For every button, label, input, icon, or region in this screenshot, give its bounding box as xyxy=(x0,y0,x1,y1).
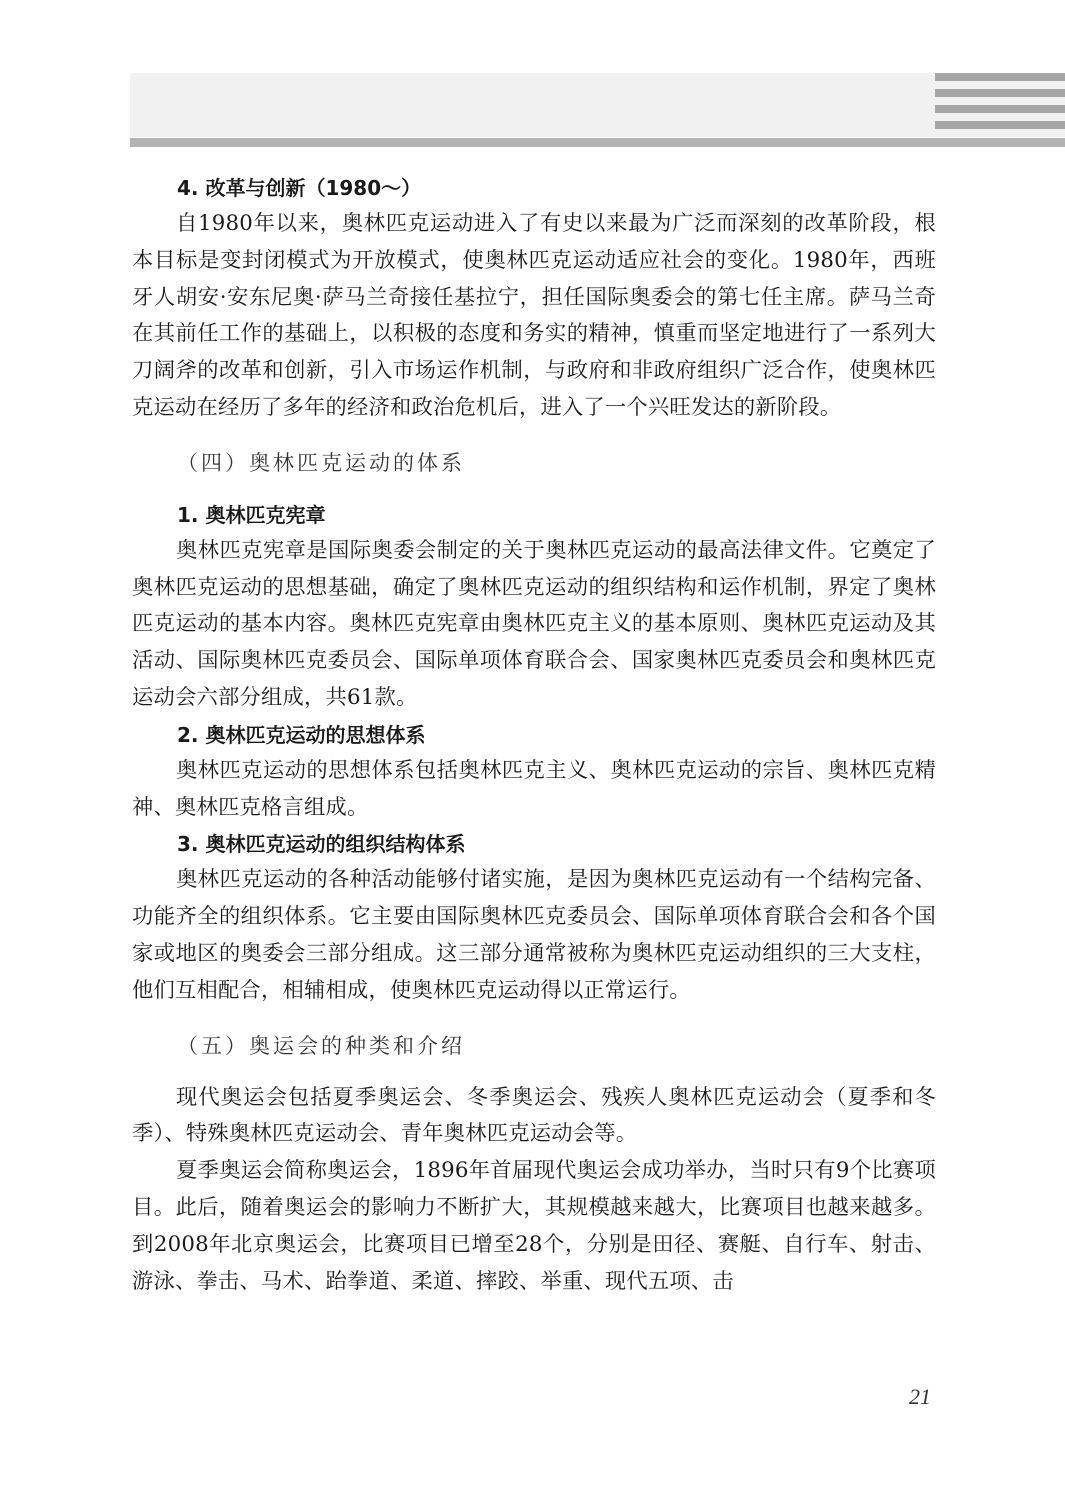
part-heading-system: （四）奥林匹克运动的体系 xyxy=(177,450,465,475)
paragraph-reform: 自1980年以来，奥林匹克运动进入了有史以来最为广泛而深刻的改革阶段，根本目标是变封闭模式为开放模式，使奥林匹克运动适应社会的变化。1980年，西班牙人胡安·安东尼奥·萨马兰奇接任基拉宁，担任国际奥委会的第七任主席。萨马兰奇在其前任工作的基础上，以积极的态度和务实的精神，慎重而坚定地进行了一系列大刀阔斧的改革和创新，引入市场运作机制，与政府和非政府组织广泛合作，使奥林匹克运动在经历了多年的经济和政治危机后，进入了一个兴旺发达的新阶段。 xyxy=(132,211,936,420)
page-body xyxy=(132,170,936,1300)
paragraph-summer-games: 夏季奥运会简称奥运会，1896年首届现代奥运会成功举办，当时只有9个比赛项目。此后，随着奥运会的影响力不断扩大，其规模越来越大，比赛项目也越来越多。到2008年北京奥运会，比赛项目已增至28个，分别是田径、赛艇、自行车、射击、游泳、拳击、马术、跆拳道、柔道、摔跤、举重、现代五项、击 xyxy=(132,1158,936,1294)
header-band xyxy=(130,73,1065,137)
paragraph-charter: 奥林匹克宪章是国际奥委会制定的关于奥林匹克运动的最高法律文件。它奠定了奥林匹克运动的思想基础，确定了奥林匹克运动的组织结构和运作机制，界定了奥林匹克运动的基本内容。奥林匹克宪章由奥林匹克主义的基本原则、奥林匹克运动及其活动、国际奥林匹克委员会、国际单项体育联合会、国家奥林匹克委员会和奥林匹克运动会六部分组成，共61款。 xyxy=(132,537,936,710)
subheading-charter: 1. 奥林匹克宪章 xyxy=(177,502,326,527)
section-heading-reform: 4. 改革与创新（1980～） xyxy=(177,176,422,200)
paragraph-organization: 奥林匹克运动的各种活动能够付诸实施，是因为奥林匹克运动有一个结构完备、功能齐全的组织体系。它主要由国际奥林匹克委员会、国际单项体育联合会和各个国家或地区的奥委会三部分组成。这三部分通常被称为奥林匹克运动组织的三大支柱，他们互相配合，相辅相成，使奥林匹克运动得以正常运行。 xyxy=(132,867,936,1003)
header-rule xyxy=(130,138,1065,147)
subheading-organization: 3. 奥林匹克运动的组织结构体系 xyxy=(177,832,466,857)
corner-stripes xyxy=(935,73,1065,137)
subheading-ideology: 2. 奥林匹克运动的思想体系 xyxy=(177,722,426,747)
paragraph-ideology: 奥林匹克运动的思想体系包括奥林匹克主义、奥林匹克运动的宗旨、奥林匹克精神、奥林匹克格言组成。 xyxy=(132,757,936,820)
page-number: 21 xyxy=(909,1384,931,1409)
part-heading-games: （五）奥运会的种类和介绍 xyxy=(177,1033,465,1058)
paragraph-games-types: 现代奥运会包括夏季奥运会、冬季奥运会、残疾人奥林匹克运动会（夏季和冬季）、特殊奥林匹克运动会、青年奥林匹克运动会等。 xyxy=(132,1084,936,1147)
